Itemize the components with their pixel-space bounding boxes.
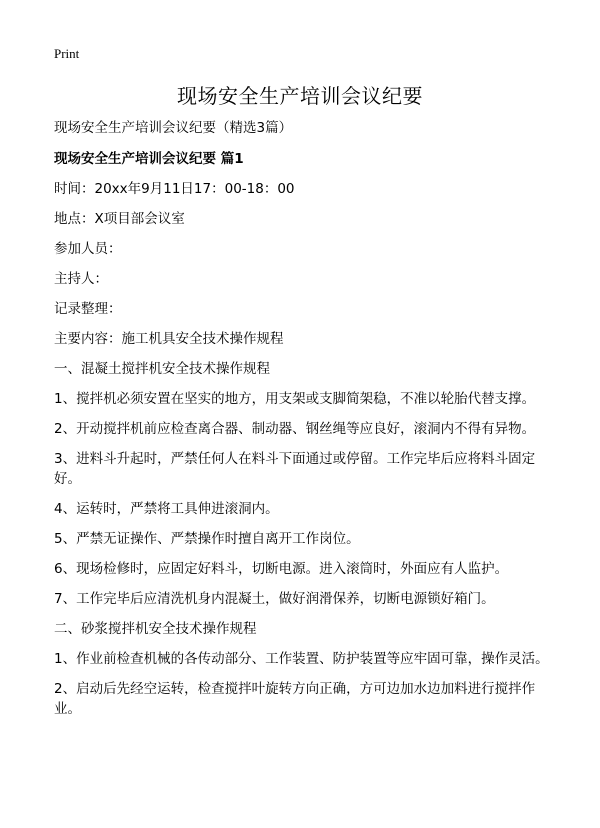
part1-item: 5、严禁无证操作、严禁操作时擅自离开工作岗位。 [54,531,360,547]
meeting-host: 主持人： [54,271,108,287]
part1-heading: 一、混凝土搅拌机安全技术操作规程 [54,361,270,377]
part2-item: 1、作业前检查机械的各传动部分、工作装置、防护装置等应牢固可靠，操作灵活。 [54,651,549,667]
document-subtitle: 现场安全生产培训会议纪要（精选3篇） [54,120,293,136]
meeting-attendees: 参加人员： [54,241,122,257]
part1-item: 6、现场检修时，应固定好料斗，切断电源。进入滚筒时，外面应有人监护。 [54,561,509,577]
part2-heading: 二、砂浆搅拌机安全技术操作规程 [54,621,257,637]
print-link[interactable]: Print [54,46,80,61]
meeting-recorder: 记录整理： [54,301,122,317]
part1-item: 7、工作完毕后应清洗机身内混凝土，做好润滑保养，切断电源锁好箱门。 [54,591,495,607]
meeting-location: 地点：X项目部会议室 [54,211,185,227]
part1-item: 4、运转时，严禁将工具伸进滚洞内。 [54,501,279,517]
meeting-time: 时间：20xx年9月11日17：00-18：00 [54,181,295,197]
document-title: 现场安全生产培训会议纪要 [177,84,423,108]
part2-item: 2、启动后先经空运转，检查搅拌叶旋转方向正确，方可边加水边加料进行搅拌作业。 [54,681,536,717]
part1-item: 1、搅拌机必须安置在坚实的地方，用支架或支脚简架稳，不准以轮胎代替支撑。 [54,391,536,407]
part1-item: 2、开动搅拌机前应检查离合器、制动器、钢丝绳等应良好，滚洞内不得有异物。 [54,421,536,437]
part1-item: 3、进料斗升起时，严禁任何人在料斗下面通过或停留。工作完毕后应将料斗固定好。 [54,451,536,487]
document-body [54,118,554,729]
meeting-main-content: 主要内容：施工机具安全技术操作规程 [54,331,284,347]
section-heading: 现场安全生产培训会议纪要 篇1 [54,151,244,167]
